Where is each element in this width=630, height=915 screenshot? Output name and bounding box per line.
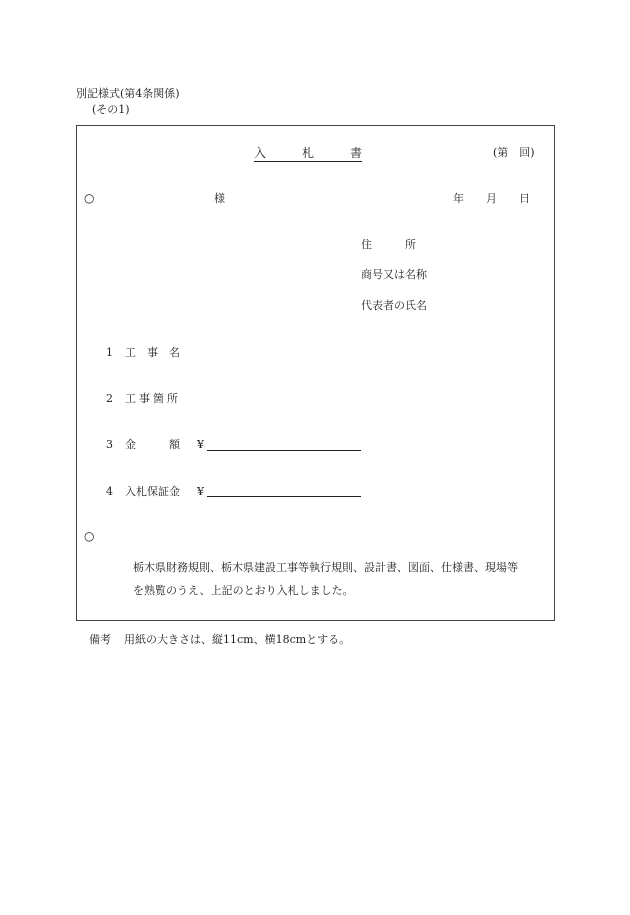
addressee-suffix: 様	[214, 192, 225, 205]
form-style-label: 別記様式(第4条関係)	[76, 87, 180, 100]
company-name-label: 商号又は名称	[361, 268, 427, 281]
item-label-construction-site: 工事箇所	[125, 392, 181, 405]
note-text: 用紙の大きさは、縦11cm、横18cmとする。	[124, 633, 351, 646]
circle-mark-1: ○	[84, 191, 95, 205]
round-number: (第 回)	[493, 146, 535, 159]
form-title: 入 札 書	[254, 146, 363, 160]
currency-symbol-bid-bond: ¥	[197, 485, 204, 498]
form-sub-label: (その1)	[92, 103, 130, 116]
item-label-bid-bond: 入札保証金	[125, 485, 180, 498]
item-number-1: 1	[106, 346, 113, 359]
item-label-amount: 金 額	[125, 438, 180, 451]
circle-mark-2: ○	[84, 529, 95, 543]
amount-underline	[207, 450, 361, 451]
statement-line-1: 栃木県財務規則、栃木県建設工事等執行規則、設計書、図面、仕様書、現場等	[133, 561, 518, 574]
bid-bond-underline	[207, 496, 361, 497]
item-number-2: 2	[106, 392, 113, 405]
item-label-construction-name: 工 事 名	[125, 346, 180, 359]
representative-label: 代表者の氏名	[361, 299, 427, 312]
item-number-3: 3	[106, 438, 113, 451]
item-number-4: 4	[106, 485, 113, 498]
date-field: 年 月 日	[453, 192, 530, 205]
currency-symbol-amount: ¥	[197, 438, 204, 451]
statement-line-2: を熟覧のうえ、上記のとおり入札しました。	[133, 584, 354, 597]
address-label: 住 所	[361, 238, 416, 251]
note-label: 備考	[89, 633, 111, 646]
